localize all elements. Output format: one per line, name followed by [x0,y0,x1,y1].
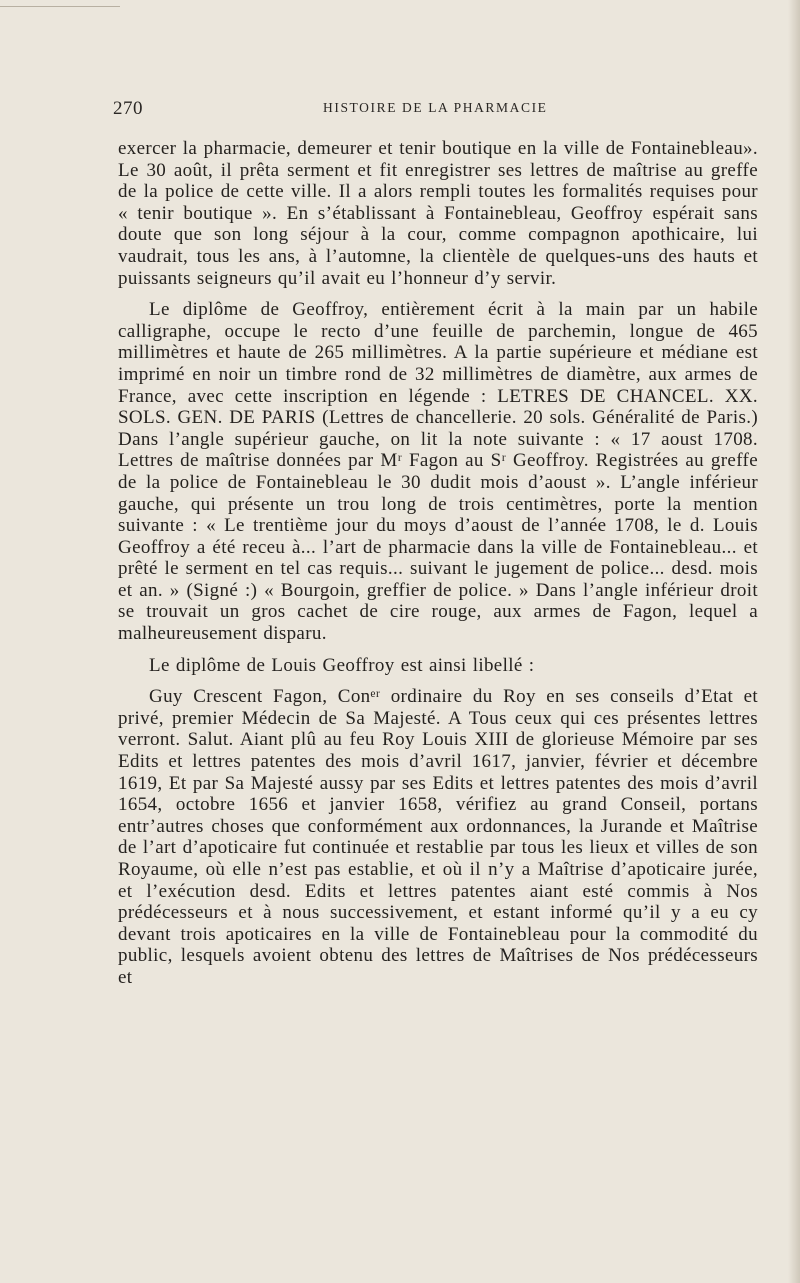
paragraph: exercer la pharmacie, demeurer et tenir boutique en la ville de Fontainebleau». Le 30 août, il prêta serment et fit enregistrer ses lettres de maîtrise au greffe de la police de cette ville. Il a alors rempli toutes les formalités requises pour « tenir boutique ». En s’établissant à Fontainebleau, Geoffroy espérait sans doute que son long séjour à la cour, comme compagnon apothicaire, lui vaudrait, tous les ans, à l’automne, la clientèle de quelques-uns des hauts et puissants seigneurs qu’il avait eu l’honneur d’y servir. [118,138,758,289]
paragraph: Le diplôme de Louis Geoffroy est ainsi libellé : [149,654,535,676]
scan-edge-line [0,6,120,7]
body-text [118,138,758,999]
paragraph: Guy Crescent Fagon, Conᵉʳ ordinaire du Roy en ses conseils d’Etat et privé, premier Médecin de Sa Majesté. A Tous ceux qui ces présentes lettres verront. Salut. Aiant plû au feu Roy Louis XIII de glorieuse Mémoire par ses Edits et lettres patentes des mois d’avril 1617, janvier, février et décembre 1619, Et par Sa Majesté aussy par ses Edits et lettres patentes des mois d’avril 1654, octobre 1656 et janvier 1658, vérifiez au grand Conseil, portans entr’autres choses que conformément aux ordonnances, la Jurande et Maîtrise de l’art d’apoticaire fut continuée et restablie par tous les lieux et villes de son Royaume, où elle n’est pas establie, et où il n’y a Maîtrise d’apoticaire jurée, et l’exécution desd. Edits et lettres patentes aiant esté commis à Nos prédécesseurs et à nous successivement, et estant informé qu’il y a eu cy devant trois apoticaires en la ville de Fontainebleau pour la commodité du public, lesquels avoient obtenu des lettres de Maîtrises de Nos prédécesseurs et [118,686,758,988]
running-title: HISTOIRE DE LA PHARMACIE [323,100,548,115]
paragraph: Le diplôme de Geoffroy, entièrement écrit à la main par un habile calligraphe, occupe le recto d’une feuille de parchemin, longue de 465 millimètres et haute de 265 millimètres. A la partie supérieure et médiane est imprimé en noir un timbre rond de 32 millimètres de diamètre, aux armes de France, avec cette inscription en légende : LETRES DE CHANCEL. XX. SOLS. GEN. DE PARIS (Lettres de chancellerie. 20 sols. Généralité de Paris.) Dans l’angle supérieur gauche, on lit la note suivante : « 17 aoust 1708. Lettres de maîtrise données par Mʳ Fagon au Sʳ Geoffroy. Registrées au greffe de la police de Fontainebleau le 30 dudit mois d’aoust ». L’angle inférieur gauche, qui présente un trou long de trois centimètres, porte la mention suivante : « Le trentième jour du moys d’aoust de l’année 1708, le d. Louis Geoffroy a été receu à... l’art de pharmacie dans la ville de Fontainebleau... et prêté le serment en tel cas requis... suivant le jugement de police... desd. mois et an. » (Signé :) « Bourgoin, greffier de police. » Dans l’angle inférieur droit se trouvait un gros cachet de cire rouge, aux armes de Fagon, lequel a malheureusement disparu. [118,299,758,645]
page-header [113,96,761,120]
page-edge-shadow [788,0,800,1283]
page-number: 270 [113,98,143,119]
